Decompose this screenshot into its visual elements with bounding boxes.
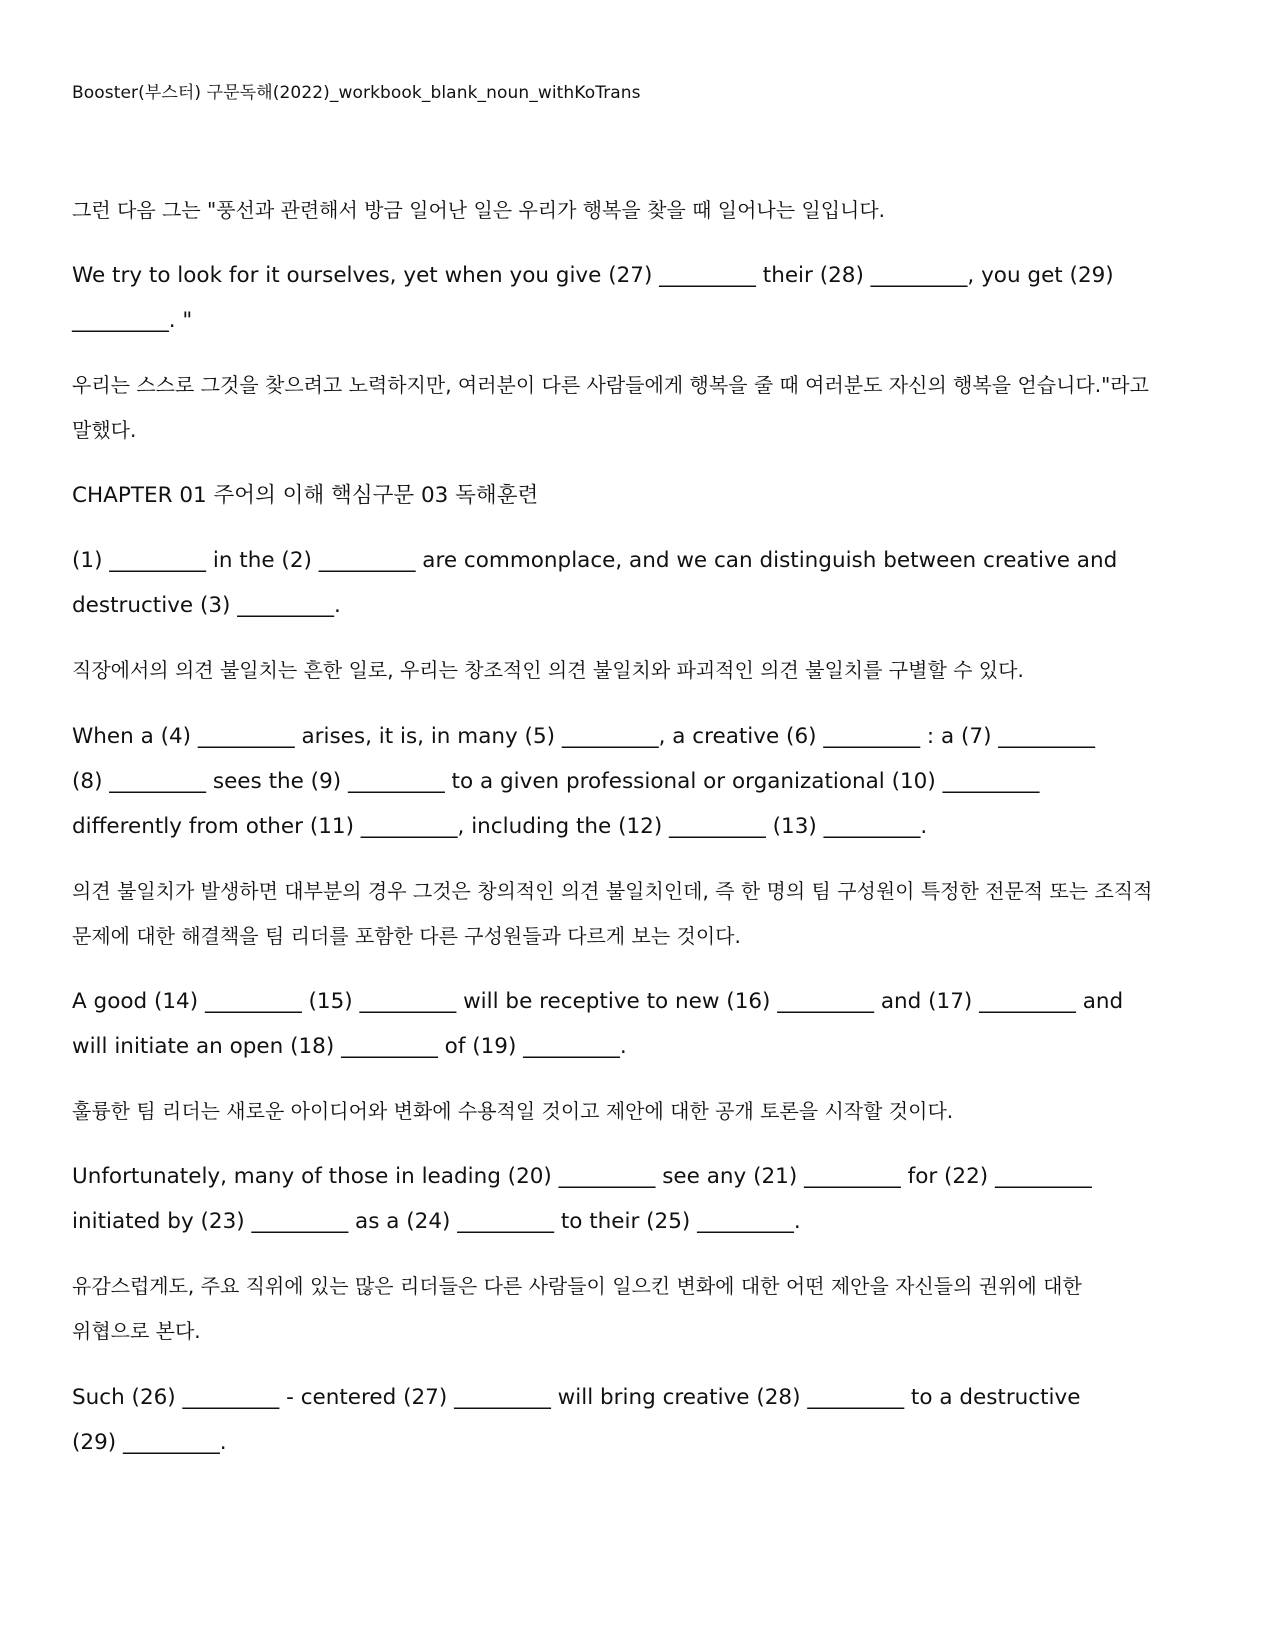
text-line: 그런 다음 그는 "풍선과 관련해서 방금 일어난 일은 우리가 행복을 찾을 때 일어나는 일입니다. (72, 198, 886, 222)
text-line: When a (4) _________ arises, it is, in many (5) _________, a creative (6) _________ : a (7) _________ (72, 724, 1096, 749)
document-header: Booster(부스터) 구문독해(2022)_workbook_blank_noun_withKoTrans (72, 83, 641, 103)
paragraph-en-5 (72, 1154, 1202, 1244)
text-line: (29) _________. (72, 1430, 227, 1455)
text-line: initiated by (23) _________ as a (24) _________ to their (25) _________. (72, 1209, 801, 1234)
paragraph-en-4 (72, 979, 1202, 1069)
text-line: (8) _________ sees the (9) _________ to a given professional or organizational (10) _________ (72, 769, 1040, 794)
paragraph-ko-5 (72, 1089, 1202, 1134)
text-line: Such (26) _________ - centered (27) _________ will bring creative (28) _________ to a destructive (72, 1385, 1081, 1410)
text-line: 말했다. (72, 418, 137, 442)
paragraph-en-1 (72, 253, 1202, 343)
text-line: We try to look for it ourselves, yet when you give (27) _________ their (28) _________, you get (29) (72, 263, 1114, 288)
document-page (72, 0, 1212, 1650)
text-line: Unfortunately, many of those in leading (20) _________ see any (21) _________ for (22) _________ (72, 1164, 1092, 1189)
paragraph-ko-4 (72, 869, 1202, 959)
text-line: destructive (3) _________. (72, 593, 341, 618)
text-line: 위협으로 본다. (72, 1319, 201, 1343)
paragraph-ko-1 (72, 188, 1202, 233)
text-line: 의견 불일치가 발생하면 대부분의 경우 그것은 창의적인 의견 불일치인데, 즉 한 명의 팀 구성원이 특정한 전문적 또는 조직적 (72, 879, 1153, 903)
text-line: 우리는 스스로 그것을 찾으려고 노력하지만, 여러분이 다른 사람들에게 행복을 줄 때 여러분도 자신의 행복을 얻습니다."라고 (72, 373, 1149, 397)
text-line: differently from other (11) _________, including the (12) _________ (13) _________. (72, 814, 928, 839)
paragraph-en-3 (72, 714, 1202, 849)
text-line: _________. " (72, 308, 193, 333)
paragraph-ko-3 (72, 648, 1202, 693)
text-line: 직장에서의 의견 불일치는 흔한 일로, 우리는 창조적인 의견 불일치와 파괴적인 의견 불일치를 구별할 수 있다. (72, 658, 1024, 682)
paragraph-en-6 (72, 1375, 1202, 1465)
text-line: 훌륭한 팀 리더는 새로운 아이디어와 변화에 수용적일 것이고 제안에 대한 공개 토론을 시작할 것이다. (72, 1099, 954, 1123)
paragraph-en-2 (72, 538, 1202, 628)
paragraph-ko-2 (72, 363, 1202, 453)
text-line: A good (14) _________ (15) _________ will be receptive to new (16) _________ and (17) _________ and (72, 989, 1124, 1014)
text-line: CHAPTER 01 주어의 이해 핵심구문 03 독해훈련 (72, 483, 539, 508)
text-line: 문제에 대한 해결책을 팀 리더를 포함한 다른 구성원들과 다르게 보는 것이다. (72, 924, 741, 948)
text-line: (1) _________ in the (2) _________ are commonplace, and we can distinguish between creative and (72, 548, 1118, 573)
paragraph-ko-6 (72, 1264, 1202, 1354)
text-line: 유감스럽게도, 주요 직위에 있는 많은 리더들은 다른 사람들이 일으킨 변화에 대한 어떤 제안을 자신들의 권위에 대한 (72, 1274, 1082, 1298)
text-line: will initiate an open (18) _________ of (19) _________. (72, 1034, 627, 1059)
chapter-heading (72, 473, 1202, 518)
